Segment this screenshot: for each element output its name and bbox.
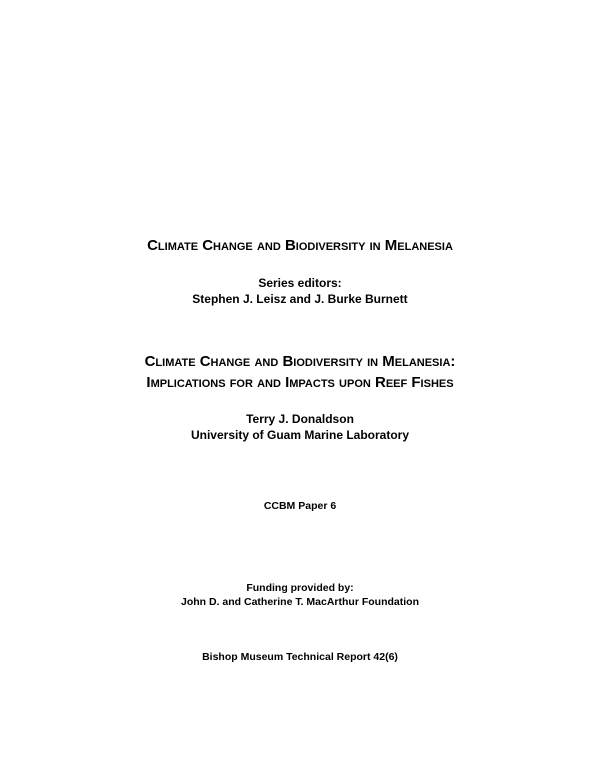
series-editors-names: Stephen J. Leisz and J. Burke Burnett — [192, 292, 408, 306]
author-affiliation: University of Guam Marine Laboratory — [190, 428, 410, 442]
paper-title-line-2: Implications for and Impacts upon Reef Fishes — [146, 374, 454, 391]
series-editors-label: Series editors: — [258, 276, 342, 290]
author-name: Terry J. Donaldson — [246, 412, 354, 426]
funding-label: Funding provided by: — [246, 582, 354, 594]
series-title: Climate Change and Biodiversity in Melanesia — [147, 237, 453, 254]
paper-number: CCBM Paper 6 — [263, 500, 337, 512]
paper-title-line-1: Climate Change and Biodiversity in Melanesia: — [144, 353, 456, 370]
technical-report-number: Bishop Museum Technical Report 42(6) — [202, 651, 398, 663]
funding-source: John D. and Catherine T. MacArthur Foundation — [180, 596, 419, 608]
